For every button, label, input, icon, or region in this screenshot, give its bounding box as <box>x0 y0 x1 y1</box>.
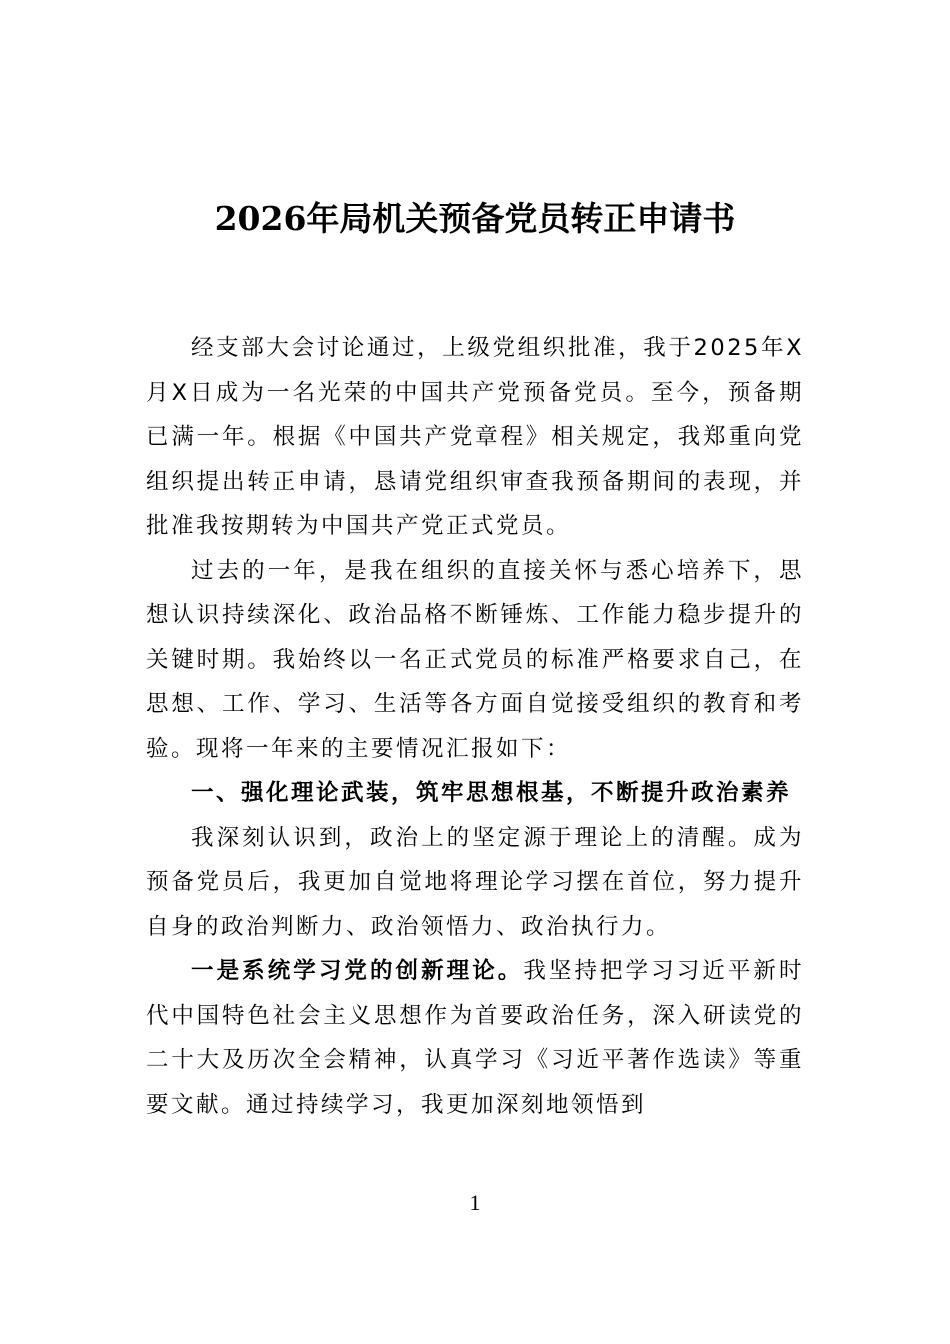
document-body <box>146 326 804 1127</box>
page-number: 1 <box>469 1190 481 1215</box>
item-1-text: 我坚持把学习习近平新时代中国特色社会主义思想作为首要政治任务，深入研读党的二十大及历次全会精神，认真学习《习近平著作选读》等重要文献。通过持续学习，我更加深刻地领悟到 <box>146 958 804 1118</box>
item-1-lead: 一是系统学习党的创新理论。 <box>191 958 524 984</box>
body-paragraph-1: 经支部大会讨论通过，上级党组织批准，我于2025年X月X日成为一名光荣的中国共产党预备党员。至今，预备期已满一年。根据《中国共产党章程》相关规定，我郑重向党组织提出转正申请，恳请党组织审查我预备期间的表现，并批准我按期转为中国共产党正式党员。 <box>146 335 804 539</box>
section-1-paragraph: 我深刻认识到，政治上的坚定源于理论上的清醒。成为预备党员后，我更加自觉地将理论学习摆在首位，努力提升自身的政治判断力、政治领悟力、政治执行力。 <box>146 824 804 940</box>
body-paragraph-2: 过去的一年，是我在组织的直接关怀与悉心培养下，思想认识持续深化、政治品格不断锤炼、工作能力稳步提升的关键时期。我始终以一名正式党员的标准严格要求自己，在思想、工作、学习、生活等各方面自觉接受组织的教育和考验。现将一年来的主要情况汇报如下： <box>146 557 804 762</box>
section-heading-1: 一、强化理论武装，筑牢思想根基，不断提升政治素养 <box>191 780 792 806</box>
item-1-paragraph <box>146 949 804 1127</box>
document-title: 2026年局机关预备党员转正申请书 <box>214 199 736 238</box>
